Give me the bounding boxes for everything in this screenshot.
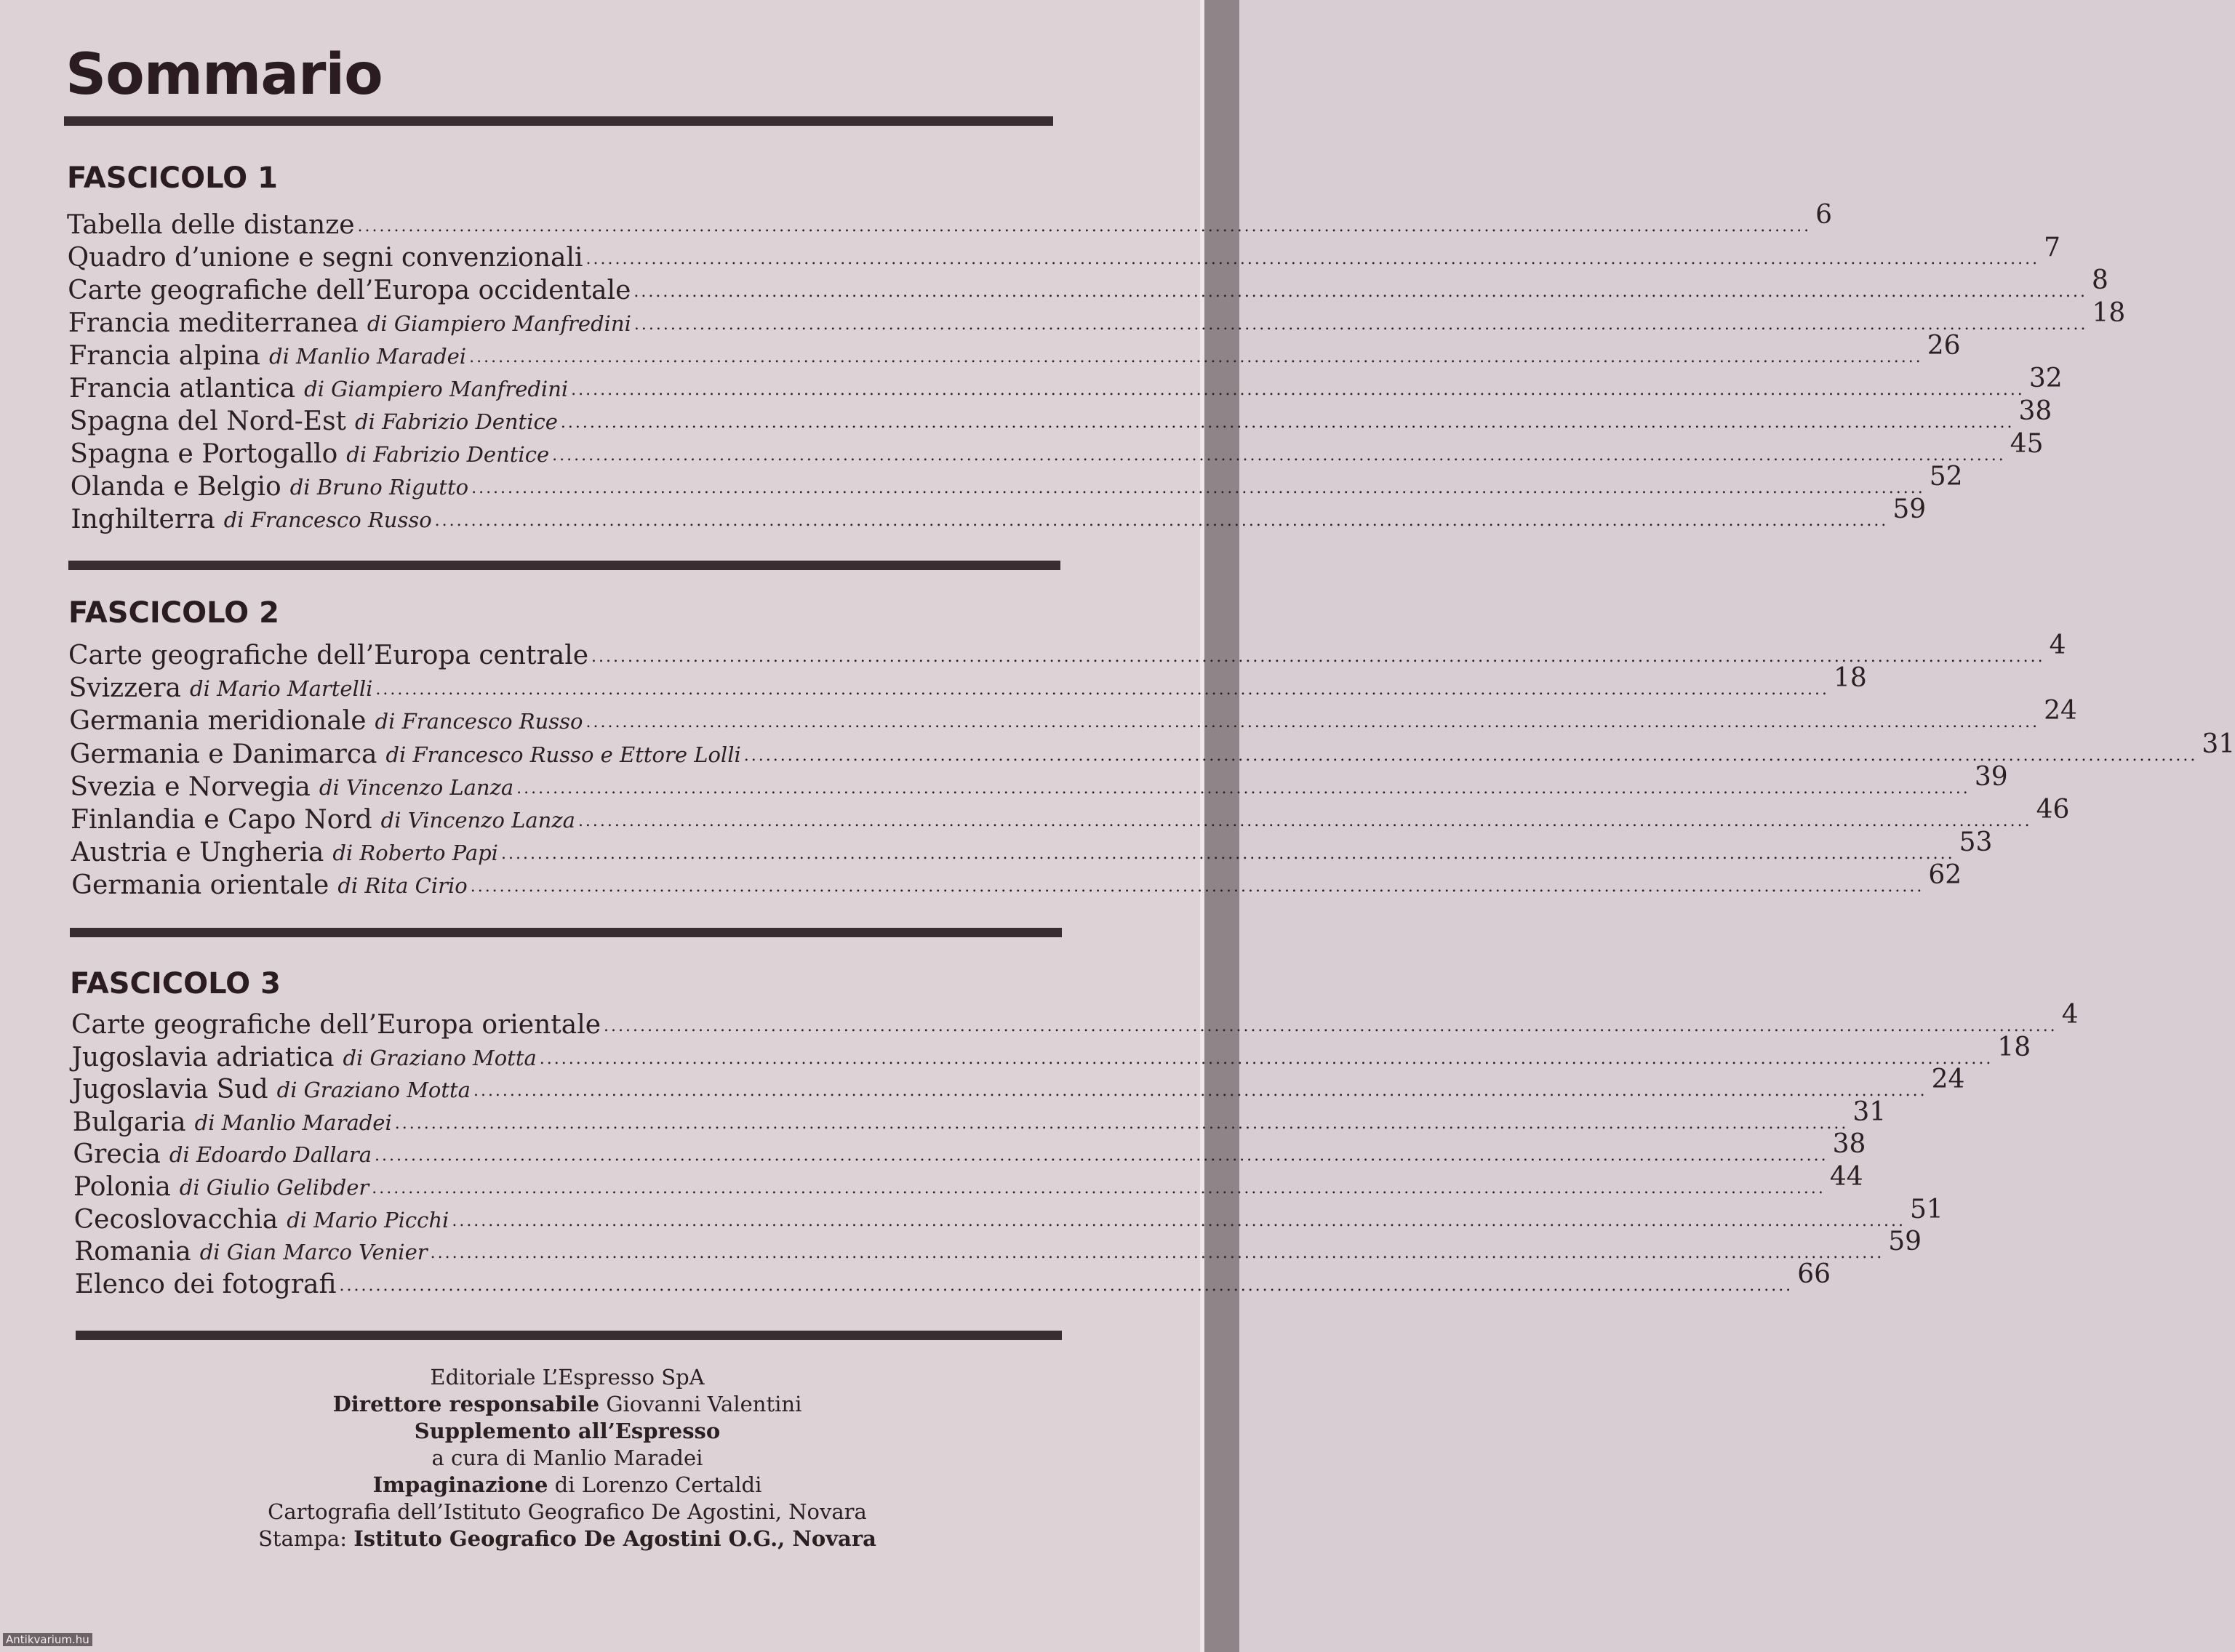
- toc-entry: [69, 364, 2063, 405]
- toc-dot-leader: ........................................................................................................................................................................................................: [430, 1244, 1884, 1262]
- toc-dot-leader: ........................................................................................................................................................................................................: [604, 1017, 2058, 1035]
- toc-dot-leader: ........................................................................................................................................................................................................: [585, 250, 2040, 268]
- toc-page-number: 38: [2018, 396, 2052, 426]
- toc-entry-title: Spagna del Nord-Est: [69, 406, 347, 436]
- toc-page-number: 45: [2010, 429, 2044, 459]
- toc-dot-leader: ........................................................................................................................................................................................................: [633, 316, 2088, 334]
- toc-entry-author: di Vincenzo Lanza: [380, 808, 575, 833]
- toc-dot-leader: ........................................................................................................................................................................................................: [372, 1179, 1826, 1198]
- toc-entry-author: di Manlio Maradei: [269, 344, 467, 369]
- credits-supplement-text: Supplemento all’Espresso: [414, 1419, 721, 1443]
- toc-page-number: 59: [1892, 494, 1927, 524]
- page-title: Sommario: [65, 42, 383, 108]
- toc-page-number: 6: [1815, 200, 1833, 230]
- toc-page-number: 32: [2028, 364, 2063, 393]
- toc-dot-leader: ........................................................................................................................................................................................................: [394, 1115, 1849, 1133]
- toc-page-number: 38: [1832, 1129, 1866, 1159]
- toc-entry-title: Francia alpina: [68, 341, 260, 371]
- toc-entry-title: Inghilterra: [71, 505, 215, 534]
- toc-entry-author: di Francesco Russo e Ettore Lolli: [385, 742, 741, 767]
- toc-entry: [71, 860, 1962, 902]
- toc-entry-author: di Mario Martelli: [190, 676, 373, 701]
- toc-entry-title: Svizzera: [68, 673, 182, 703]
- toc-entry: [72, 1064, 1965, 1106]
- toc-entry-title: Germania orientale: [71, 870, 329, 900]
- toc-entry: [69, 696, 2077, 737]
- toc-page-number: 8: [2092, 265, 2108, 295]
- toc-page-number: 39: [1974, 762, 2008, 792]
- toc-page-number: 53: [1959, 827, 1993, 857]
- toc-page-number: 31: [1852, 1097, 1887, 1127]
- toc-dot-leader: ........................................................................................................................................................................................................: [633, 283, 2088, 301]
- toc-page-number: 59: [1888, 1227, 1922, 1256]
- toc-page-number: 18: [1997, 1032, 2031, 1062]
- toc-entry-title: Carte geografiche dell’Europa orientale: [71, 1010, 601, 1040]
- toc-entry-title: Germania e Danimarca: [69, 739, 377, 769]
- toc-dot-leader: ........................................................................................................................................................................................................: [516, 779, 1970, 798]
- watermark: Antikvarium.hu: [3, 1633, 92, 1646]
- toc-entry-author: di Francesco Russo: [223, 508, 432, 532]
- toc-page-number: 18: [1834, 663, 1867, 693]
- toc-entry: [69, 729, 2235, 771]
- toc-entry-author: di Francesco Russo: [375, 709, 583, 734]
- toc-entry-title: Olanda e Belgio: [70, 472, 281, 502]
- toc-entry: [73, 1162, 1863, 1203]
- toc-dot-leader: ........................................................................................................................................................................................................: [539, 1050, 1994, 1068]
- toc-entry-title: Francia atlantica: [69, 374, 296, 404]
- toc-page-number: 44: [1829, 1162, 1863, 1192]
- title-rule: [64, 116, 1053, 126]
- toc-entry: [71, 1000, 2079, 1041]
- toc-entry-author: di Graziano Motta: [276, 1078, 471, 1102]
- toc-dot-leader: ........................................................................................................................................................................................................: [591, 648, 2045, 666]
- toc-entry: [68, 663, 1867, 705]
- toc-entry-author: di Fabrizio Dentice: [346, 442, 550, 467]
- credits-print: [218, 1525, 916, 1552]
- toc-entry-title: Svezia e Norvegia: [70, 772, 311, 802]
- toc-entry: [68, 331, 1961, 372]
- credits-layout-name: di Lorenzo Certaldi: [554, 1472, 762, 1497]
- credits-layout: [218, 1472, 916, 1499]
- toc-entry: [71, 827, 1993, 869]
- credits-publisher: Editoriale L’Espresso SpA: [430, 1365, 705, 1390]
- credits-print-name: Istituto Geografico De Agostini O.G., Novara: [353, 1526, 876, 1551]
- toc-entry-author: di Mario Picchi: [287, 1208, 449, 1232]
- toc-entry: [68, 298, 2126, 340]
- section-heading-3: FASCICOLO 3: [70, 967, 281, 1001]
- toc-entry-title: Grecia: [73, 1139, 161, 1169]
- toc-entry-title: Finlandia e Capo Nord: [71, 805, 372, 835]
- toc-page-number: 24: [1931, 1064, 1965, 1094]
- toc-entry-author: di Bruno Rigutto: [289, 475, 469, 500]
- toc-entry-author: di Gian Marco Venier: [199, 1240, 428, 1264]
- toc-entry: [67, 200, 1833, 241]
- toc-entry-title: Cecoslovacchia: [73, 1205, 279, 1235]
- toc-entry-author: di Vincenzo Lanza: [319, 775, 514, 800]
- toc-entry-author: di Manlio Maradei: [194, 1110, 392, 1135]
- toc-entry-title: Elenco dei fotografi: [74, 1270, 337, 1299]
- toc-entry: [71, 494, 1927, 536]
- toc-dot-leader: ........................................................................................................................................................................................................: [452, 1212, 1906, 1230]
- toc-dot-leader: ........................................................................................................................................................................................................: [571, 381, 2025, 399]
- toc-dot-leader: ........................................................................................................................................................................................................: [473, 1082, 1927, 1100]
- toc-entry-author: di Fabrizio Dentice: [355, 409, 558, 434]
- toc-entry-title: Francia mediterranea: [68, 308, 359, 338]
- toc-page-number: 66: [1797, 1259, 1831, 1289]
- toc-dot-leader: ........................................................................................................................................................................................................: [500, 845, 1955, 863]
- toc-entry: [72, 1097, 1887, 1139]
- toc-entry: [74, 1259, 1831, 1301]
- toc-dot-leader: ........................................................................................................................................................................................................: [470, 878, 1924, 896]
- toc-entry-author: di Rita Cirio: [337, 873, 468, 898]
- toc-page-number: 4: [2049, 630, 2066, 660]
- toc-page-number: 4: [2061, 1000, 2079, 1030]
- toc-entry-author: di Giampiero Manfredini: [304, 377, 569, 401]
- credits-print-label: Stampa:: [258, 1526, 347, 1551]
- toc-entry-title: Carte geografiche dell’Europa centrale: [68, 641, 589, 670]
- toc-entry-title: Jugoslavia Sud: [72, 1075, 268, 1104]
- toc-entry: [70, 762, 2008, 803]
- toc-entry: [73, 1195, 1943, 1236]
- credits-director-label: Direttore responsabile: [332, 1392, 600, 1416]
- toc-dot-leader: ........................................................................................................................................................................................................: [585, 713, 2040, 731]
- toc-dot-leader: ........................................................................................................................................................................................................: [471, 479, 1925, 497]
- toc-entry-author: di Graziano Motta: [343, 1046, 537, 1070]
- toc-page-number: 31: [2202, 729, 2235, 759]
- toc-entry: [73, 1129, 1866, 1171]
- section-3-rule: [76, 1331, 1062, 1340]
- toc-entry: [70, 429, 2044, 470]
- toc-page-number: 18: [2092, 298, 2126, 328]
- toc-entry-title: Germania meridionale: [69, 706, 367, 736]
- toc-page-number: 7: [2044, 233, 2061, 262]
- toc-entry: [71, 795, 2070, 836]
- toc-entry: [69, 396, 2052, 438]
- toc-page-number: 52: [1929, 462, 1963, 492]
- section-heading-2: FASCICOLO 2: [68, 596, 279, 630]
- credits-curated-by: a cura di Manlio Maradei: [431, 1446, 703, 1470]
- toc-entry-title: Quadro d’unione e segni convenzionali: [67, 243, 583, 273]
- section-2-rule: [70, 928, 1062, 937]
- credits-supplement: [218, 1418, 916, 1445]
- toc-entry-title: Romania: [74, 1237, 191, 1267]
- toc-dot-leader: ........................................................................................................................................................................................................: [339, 1277, 1794, 1295]
- toc-entry-author: di Edoardo Dallara: [169, 1142, 372, 1167]
- toc-dot-leader: ........................................................................................................................................................................................................: [743, 747, 2198, 765]
- toc-dot-leader: ........................................................................................................................................................................................................: [560, 414, 2015, 432]
- toc-entry: [68, 630, 2066, 672]
- toc-entry: [68, 265, 2108, 307]
- toc-entry-title: Carte geografiche dell’Europa occidentale: [68, 276, 631, 305]
- toc-entry-author: di Giulio Gelibder: [179, 1175, 369, 1200]
- toc-dot-leader: ........................................................................................................................................................................................................: [375, 681, 1830, 699]
- toc-dot-leader: ........................................................................................................................................................................................................: [577, 812, 2032, 830]
- toc-entry-title: Polonia: [73, 1172, 171, 1202]
- toc-entry-title: Tabella delle distanze: [67, 210, 355, 240]
- toc-entry-title: Jugoslavia adriatica: [71, 1043, 335, 1072]
- toc-page-number: 26: [1927, 331, 1961, 361]
- toc-page-number: 24: [2044, 696, 2077, 726]
- toc-dot-leader: ........................................................................................................................................................................................................: [375, 1147, 1828, 1165]
- toc-entry-title: Spagna e Portogallo: [70, 439, 338, 469]
- section-heading-1: FASCICOLO 1: [67, 161, 278, 195]
- credits-director: [218, 1391, 916, 1418]
- section-1-rule: [68, 561, 1060, 570]
- toc-entry-title: Austria e Ungheria: [71, 838, 324, 867]
- toc-entry: [70, 462, 1963, 503]
- credits-director-name: Giovanni Valentini: [606, 1392, 802, 1416]
- toc-entry: [74, 1227, 1922, 1268]
- toc-entry-title: Bulgaria: [72, 1107, 186, 1137]
- toc-entry: [67, 233, 2061, 274]
- toc-page-number: 62: [1928, 860, 1962, 890]
- toc-dot-leader: ........................................................................................................................................................................................................: [469, 348, 1923, 366]
- toc-page-number: 51: [1909, 1195, 1943, 1224]
- credits-layout-label: Impaginazione: [372, 1472, 548, 1497]
- toc-dot-leader: ........................................................................................................................................................................................................: [552, 446, 2006, 465]
- toc-entry-author: di Roberto Papi: [332, 841, 498, 865]
- toc-dot-leader: ........................................................................................................................................................................................................: [357, 217, 1812, 236]
- toc-page-number: 46: [2036, 795, 2070, 825]
- toc-entry: [71, 1032, 2031, 1074]
- toc-dot-leader: ........................................................................................................................................................................................................: [434, 512, 1889, 530]
- credits: [218, 1364, 916, 1552]
- credits-cartography: Cartografia dell’Istituto Geografico De Agostini, Novara: [268, 1499, 867, 1524]
- toc-entry-author: di Giampiero Manfredini: [367, 311, 631, 336]
